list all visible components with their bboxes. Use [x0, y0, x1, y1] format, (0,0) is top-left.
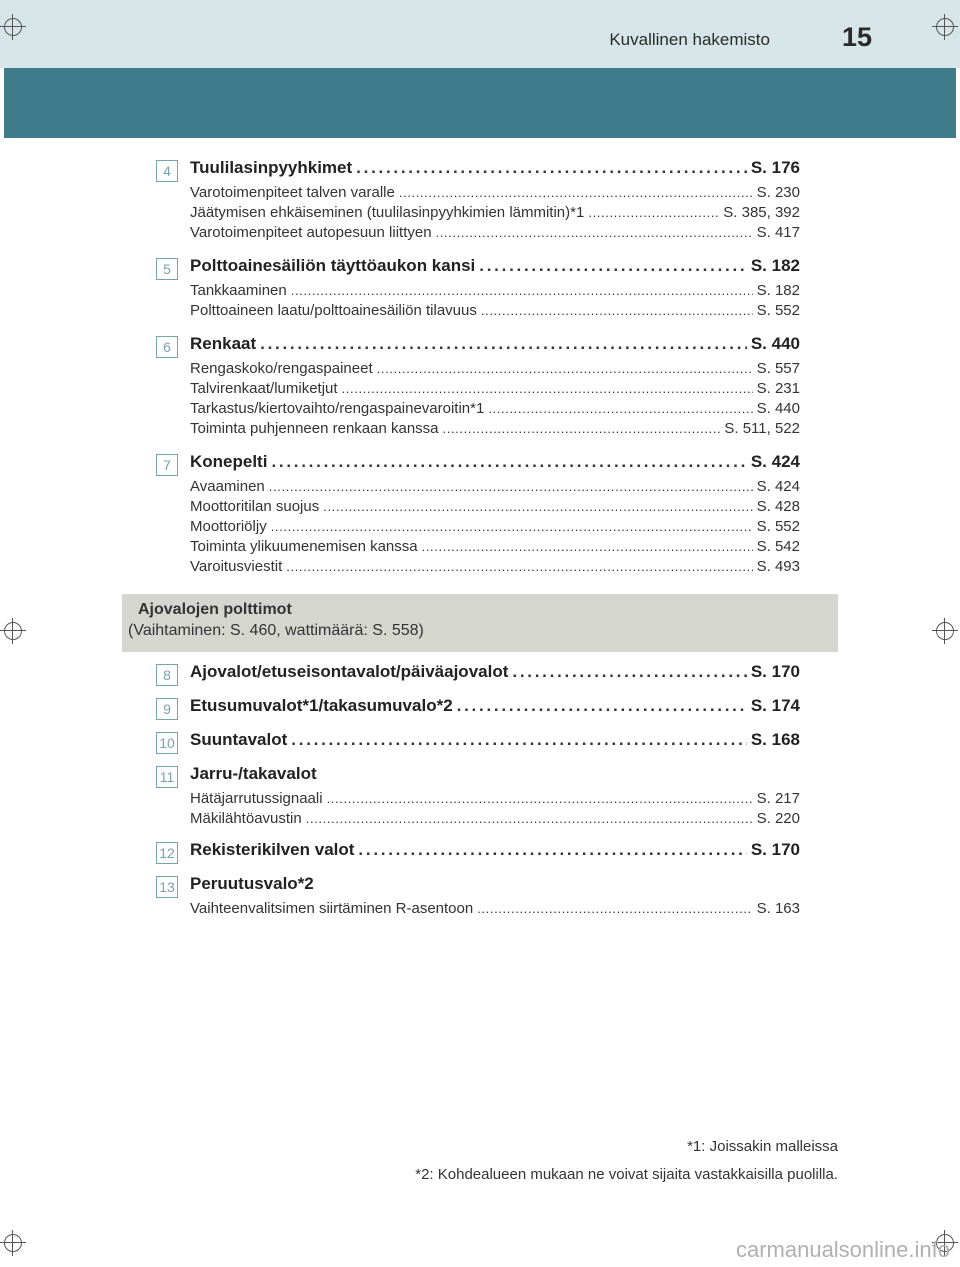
index-entry: Rekisterikilven valot . . . S. 170	[190, 840, 800, 866]
index-section-5	[163, 256, 800, 322]
index-subentry: Varoitusviestit . . . S. 493	[190, 558, 800, 578]
index-entry: Ajovalot/etuseisontavalot/päiväajovalot . . . S. 170	[190, 662, 800, 688]
index-subentry: Tankkaaminen . . . S. 182	[190, 282, 800, 302]
index-entry: Suuntavalot . . . S. 168	[190, 730, 800, 756]
item-number-badge: 13	[156, 876, 178, 898]
index-subentry: Toiminta ylikuumenemisen kanssa . . . S. 542	[190, 538, 800, 558]
index-subentry: Vaihteenvalitsimen siirtäminen R-asentoon . . . S. 163	[190, 900, 800, 920]
index-subentry: Rengaskoko/rengaspaineet . . . S. 557	[190, 360, 800, 380]
item-number-badge: 7	[156, 454, 178, 476]
index-entry: Tuulilasinpyyhkimet . . . S. 176	[190, 158, 800, 184]
header-band	[4, 68, 956, 138]
watermark: carmanualsonline.info	[735, 1237, 950, 1262]
item-number-badge: 11	[156, 766, 178, 788]
item-number-badge: 4	[156, 160, 178, 182]
index-section-12	[159, 840, 800, 866]
index-subentry: Talvirenkaat/lumiketjut . . . S. 231	[190, 380, 800, 400]
index-section-13	[159, 874, 800, 920]
footnote-2: *2: Kohdealueen mukaan ne voivat sijaita vastakkaisilla puolilla.	[415, 1166, 838, 1183]
index-section-4	[163, 158, 800, 244]
index-subentry: Varotoimenpiteet autopesuun liittyen . . . S. 417	[190, 224, 800, 244]
index-section-8	[163, 662, 800, 688]
index-section-10	[159, 730, 800, 756]
item-number-badge: 9	[156, 698, 178, 720]
index-entry: Renkaat . . . S. 440	[190, 334, 800, 360]
item-number-badge: 12	[156, 842, 178, 864]
index-subentry: Avaaminen . . . S. 424	[190, 478, 800, 498]
index-entry: Jarru-/takavalot	[190, 764, 317, 783]
band-title: Ajovalojen polttimot	[138, 601, 292, 618]
index-entry: Etusumuvalot*1/takasumuvalo*2 . . . S. 174	[190, 696, 800, 722]
page-number: 15	[842, 22, 873, 52]
index-subentry: Mäkilähtöavustin . . . S. 220	[190, 810, 800, 830]
index-subentry: Jäätymisen ehkäiseminen (tuulilasinpyyhkimien lämmitin)*1 . . . S. 385, 392	[190, 204, 800, 224]
band-subtitle: (Vaihtaminen: S. 460, wattimäärä: S. 558)	[128, 622, 424, 639]
item-number-badge: 6	[156, 336, 178, 358]
item-number-badge: 5	[156, 258, 178, 280]
index-subentry: Polttoaineen laatu/polttoainesäiliön tilavuus . . . S. 552	[190, 302, 800, 322]
index-subentry: Toiminta puhjenneen renkaan kanssa . . . S. 511, 522	[190, 420, 800, 440]
index-entry: Polttoainesäiliön täyttöaukon kansi . . . S. 182	[190, 256, 800, 282]
item-number-badge: 8	[156, 664, 178, 686]
index-entry: Peruutusvalo*2	[190, 874, 314, 893]
index-subentry: Hätäjarrutussignaali . . . S. 217	[190, 790, 800, 810]
index-section-7	[163, 452, 800, 578]
index-subentry: Moottoritilan suojus . . . S. 428	[190, 498, 800, 518]
index-subentry: Tarkastus/kiertovaihto/rengaspainevaroitin*1 . . . S. 440	[190, 400, 800, 420]
index-entry: Konepelti . . . S. 424	[190, 452, 800, 478]
page-title: Kuvallinen hakemisto	[609, 30, 770, 49]
index-subentry: Moottoriöljy . . . S. 552	[190, 518, 800, 538]
bulb-section-band	[122, 594, 838, 652]
footnote-1: *1: Joissakin malleissa	[687, 1138, 838, 1155]
index-section-6	[163, 334, 800, 440]
header-strip	[0, 0, 960, 68]
item-number-badge: 10	[156, 732, 178, 754]
index-section-11	[159, 764, 800, 830]
index-subentry: Varotoimenpiteet talven varalle . . . S. 230	[190, 184, 800, 204]
index-section-9	[163, 696, 800, 722]
